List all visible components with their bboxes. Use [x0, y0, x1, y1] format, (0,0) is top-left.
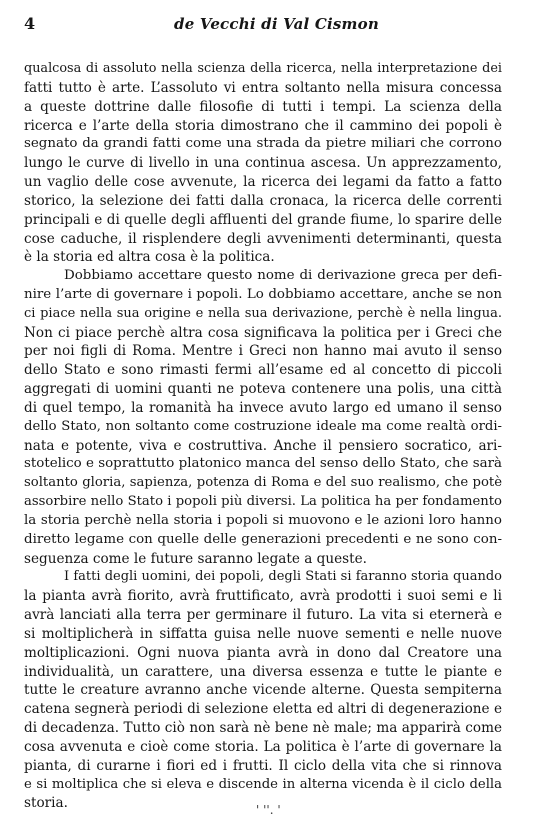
text-line: a queste dottrine dalle filosofie di tutti i tempi. La scienza della — [24, 98, 502, 115]
text-line: di decadenza. Tutto ciò non sarà nè bene nè male; ma apparirà come — [24, 720, 502, 736]
text-line: e si moltiplica che si eleva e discende in alterna vicenda è il ciclo della — [24, 776, 502, 792]
text-line: cose caduche, il risplendere degli avvenimenti determinanti, questa — [24, 230, 502, 247]
text-line: diretto legame con quelle delle generazioni precedenti e ne sono con- — [24, 531, 502, 547]
text-line: è la storia ed altra cosa è la politica. — [24, 249, 275, 266]
text-line: la pianta avrà fiorito, avrà fruttificato, avrà prodotti i suoi semi e li — [24, 588, 502, 605]
text-line: stotelico e soprattutto platonico manca del senso dello Stato, che sarà — [24, 456, 502, 472]
text-line: per noi figli di Roma. Mentre i Greci non hanno mai avuto il senso — [24, 343, 502, 360]
text-line: pianta, di curarne i fiori ed i frutti. Il ciclo della vita che si rinnova — [24, 757, 502, 774]
text-line: principali e di quelle degli affluenti del grande fiume, lo sparire delle — [24, 211, 502, 228]
text-line: nire l’arte di governare i popoli. Lo dobbiamo accettare, anche se non — [24, 287, 502, 302]
text-line: soltanto gloria, sapienza, potenza di Roma e del suo realismo, che potè — [24, 475, 502, 491]
text-line: ci piace nella sua origine e nella sua derivazione, perchè è nella lingua. — [24, 305, 502, 321]
text-line: nata e potente, viva e costruttiva. Anche il pensiero socratico, ari- — [24, 437, 502, 454]
text-line: lungo le curve di livello in una continua ascesa. Un apprezzamento, — [24, 155, 502, 172]
text-line: segnato da grandi fatti come una strada da pietre miliari che corrono — [24, 136, 502, 152]
print-artifact: ' ''. ' — [256, 803, 281, 817]
text-line: fatti tutto è arte. L’assoluto vi entra soltanto nella misura concessa — [24, 79, 502, 96]
text-line: aggregati di uomini quanti ne poteva contenere una polis, una città — [24, 381, 502, 398]
text-line: moltiplicazioni. Ogni nuova pianta avrà in dono dal Creatore una — [24, 644, 502, 661]
text-line: dello Stato e sono rimasti fermi all’esame ed al concetto di piccoli — [24, 362, 502, 379]
text-line: I fatti degli uomini, dei popoli, degli Stati si faranno storia quando — [64, 569, 502, 585]
page-header — [24, 14, 522, 38]
text-line: individualità, un carattere, una diversa essenza e tutte le piante e — [24, 663, 502, 680]
text-line: catena segnerà periodi di selezione eletta ed altri di degenerazione e — [24, 701, 502, 718]
text-line: dello Stato, non soltanto come costruzione ideale ma come realtà ordi- — [24, 418, 502, 434]
text-line: Non ci piace perchè altra cosa significava la politica per i Greci che — [24, 324, 502, 341]
text-line: qualcosa di assoluto nella scienza della ricerca, nella interpretazione dei — [24, 61, 502, 76]
text-line: seguenza come le future saranno legate a queste. — [24, 550, 367, 567]
text-line: tutte le creature avranno anche vicende alterne. Questa sempiterna — [24, 682, 502, 699]
text-line: la storia perchè nella storia i popoli si muovono e le azioni loro hanno — [24, 512, 502, 528]
page-number: 4 — [24, 14, 36, 33]
text-line: ricerca e l’arte della storia dimostrano che il cammino dei popoli è — [24, 117, 502, 134]
text-line: assorbire nello Stato i popoli più diversi. La politica ha per fondamento — [24, 494, 502, 510]
text-line: cosa avvenuta e cioè come storia. La politica è l’arte di governare la — [24, 738, 502, 755]
text-line: un vaglio delle cose avvenute, la ricerca dei legami da fatto a fatto — [24, 174, 502, 190]
running-title: de Vecchi di Val Cismon — [174, 15, 379, 33]
text-line: si moltiplicherà in siffatta guisa nelle nuove sementi e nelle nuove — [24, 625, 502, 642]
text-line: avrà lanciati alla terra per germinare il futuro. La vita si eternerà e — [24, 607, 502, 624]
text-line: storia. — [24, 795, 68, 812]
text-line: storico, la selezione dei fatti dalla cronaca, la ricerca delle correnti — [24, 192, 502, 209]
text-line: di quel tempo, la romanità ha invece avuto largo ed umano il senso — [24, 399, 502, 416]
text-line: Dobbiamo accettare questo nome di derivazione greca per defi- — [64, 268, 502, 284]
